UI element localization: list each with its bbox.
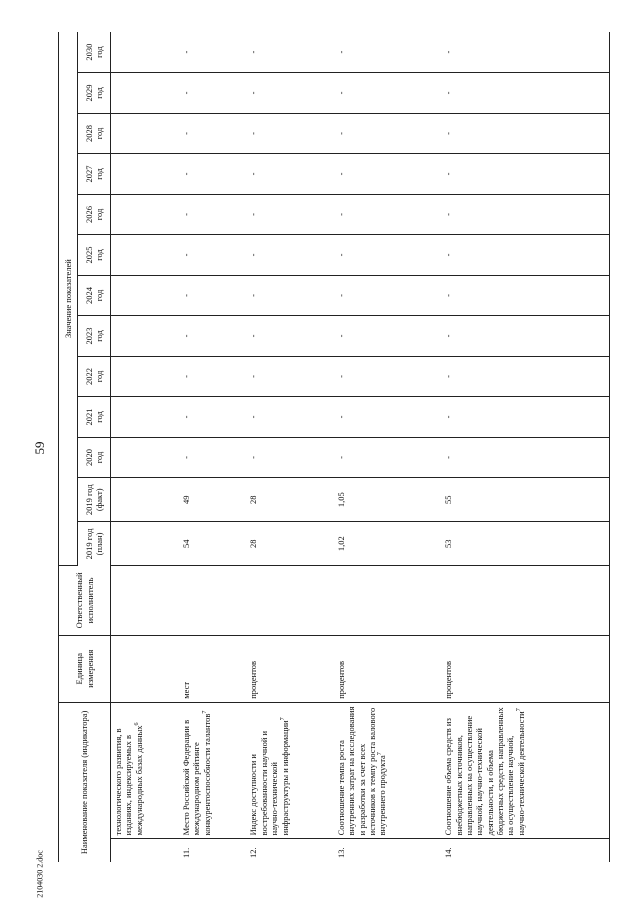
page-number: 59 (32, 441, 47, 455)
unit-cell: процентов (246, 635, 333, 702)
fact-2019-cell: 55 (441, 478, 609, 522)
year-value-cell: - (179, 235, 247, 276)
fact-2019-cell (111, 478, 179, 522)
year-value-cell: - (441, 437, 609, 478)
year-value-cell (111, 275, 179, 316)
fact-2019-cell: 28 (246, 478, 333, 522)
table-row (334, 32, 441, 862)
unit-cell: процентов (441, 635, 609, 702)
plan-2019-cell: 53 (441, 522, 609, 566)
year-value-cell: - (441, 356, 609, 397)
plan-2019-cell: 54 (179, 522, 247, 566)
year-value-cell: - (334, 275, 441, 316)
year-value-cell (111, 235, 179, 276)
year-value-cell: - (441, 113, 609, 154)
indicator-name (441, 702, 609, 839)
indicator-name (179, 702, 247, 839)
year-value-cell: - (246, 397, 333, 438)
responsible-cell (334, 566, 441, 635)
year-value-cell: - (334, 437, 441, 478)
header-year-2029: 2029 год (78, 73, 111, 114)
year-value-cell: - (179, 356, 247, 397)
year-value-cell: - (179, 154, 247, 195)
table-row (179, 32, 247, 862)
header-unit: Единица измерения (59, 635, 111, 702)
header-responsible: Ответственный исполнитель (59, 566, 111, 635)
row-number: 14. (441, 839, 609, 862)
year-value-cell: - (246, 73, 333, 114)
header-year-2028: 2028 год (78, 113, 111, 154)
year-value-cell: - (179, 397, 247, 438)
indicator-name (246, 702, 333, 839)
header-year-2021: 2021 год (78, 397, 111, 438)
year-value-cell (111, 437, 179, 478)
footnote-marker: 7 (279, 717, 286, 721)
header-year-2024: 2024 год (78, 275, 111, 316)
header-plan-2019: 2019 год (план) (78, 522, 111, 566)
year-value-cell: - (246, 154, 333, 195)
year-value-cell: - (179, 437, 247, 478)
year-value-cell: - (334, 316, 441, 357)
year-value-cell: - (441, 73, 609, 114)
unit-cell: процентов (334, 635, 441, 702)
year-value-cell: - (441, 316, 609, 357)
year-value-cell (111, 316, 179, 357)
header-year-2026: 2026 год (78, 194, 111, 235)
indicator-name (111, 702, 179, 839)
header-values-group: Значение показателей (59, 32, 78, 566)
row-number: 13. (335, 847, 346, 858)
year-value-cell: - (246, 113, 333, 154)
responsible-cell (441, 566, 609, 635)
year-value-cell (111, 73, 179, 114)
fact-2019-cell: 1,05 (334, 478, 441, 522)
indicator-name-text: Место Российской Федерации в международном рейтинге конкурентоспособности талантов (180, 713, 212, 836)
table-row (441, 32, 609, 862)
indicator-name-text: Соотношение объема средств из внебюджетных источников, направленных на осуществление научной, научно-технической деятельности, и объема бюджетных средств, направленных на осуществление научной, научно-технической деятельности (443, 707, 526, 836)
table-row (246, 32, 333, 862)
year-value-cell: - (441, 275, 609, 316)
year-value-cell: - (441, 235, 609, 276)
year-value-cell: - (179, 275, 247, 316)
year-value-cell: - (441, 397, 609, 438)
year-value-cell: - (334, 113, 441, 154)
year-value-cell: - (334, 235, 441, 276)
year-value-cell: - (334, 194, 441, 235)
footer-doc-code: 2104030 2.doc (35, 850, 45, 898)
responsible-cell (179, 566, 247, 635)
fact-2019-cell: 49 (179, 478, 247, 522)
year-value-cell: - (179, 316, 247, 357)
year-value-cell: - (246, 356, 333, 397)
header-year-2023: 2023 год (78, 316, 111, 357)
year-value-cell: - (246, 235, 333, 276)
unit-cell (111, 635, 179, 702)
year-value-cell (111, 356, 179, 397)
plan-2019-cell: 1,02 (334, 522, 441, 566)
table-row (111, 32, 179, 862)
header-year-2027: 2027 год (78, 154, 111, 195)
header-year-2020: 2020 год (78, 437, 111, 478)
indicators-table (58, 32, 610, 862)
indicator-name-text: Индекс доступности и востребованности научной и научно-технической инфраструктуры и информации (248, 720, 290, 836)
unit-cell: мест (179, 635, 247, 702)
table-body (111, 32, 610, 862)
year-value-cell: - (179, 113, 247, 154)
header-year-2030: 2030 год (78, 32, 111, 73)
header-year-2025: 2025 год (78, 235, 111, 276)
year-value-cell: - (246, 316, 333, 357)
year-value-cell (111, 113, 179, 154)
year-value-cell (111, 194, 179, 235)
year-value-cell: - (179, 194, 247, 235)
footnote-marker: 6 (133, 722, 140, 726)
responsible-cell (111, 566, 179, 635)
year-value-cell: - (441, 32, 609, 73)
year-value-cell (111, 154, 179, 195)
year-value-cell: - (334, 356, 441, 397)
plan-2019-cell: 28 (246, 522, 333, 566)
year-value-cell: - (246, 437, 333, 478)
rotated-table-container (58, 32, 610, 862)
indicator-name-text: технологического развития, в изданиях, индексируемых в международных базах данных (113, 725, 144, 836)
responsible-cell (246, 566, 333, 635)
year-value-cell: - (334, 154, 441, 195)
indicator-name (334, 702, 441, 839)
indicator-name-text: Соотношение темпа роста внутренних затрат на исследования и разработки за счет всех источников к темпу роста валового внутреннего продукта (335, 706, 388, 836)
year-value-cell: - (334, 397, 441, 438)
row-number (111, 839, 179, 862)
year-value-cell: - (334, 32, 441, 73)
year-value-cell: - (246, 32, 333, 73)
year-value-cell: - (441, 154, 609, 195)
header-indicator-name: Наименование показателя (индикатора) (59, 702, 111, 862)
year-value-cell (111, 32, 179, 73)
year-value-cell: - (179, 32, 247, 73)
row-number: 11. (180, 847, 191, 858)
year-value-cell (111, 397, 179, 438)
footnote-marker: 7 (201, 710, 208, 714)
row-number: 12. (248, 847, 259, 858)
year-value-cell: - (246, 275, 333, 316)
footnote-marker: 7 (377, 752, 384, 756)
header-fact-2019: 2019 год (факт) (78, 478, 111, 522)
year-value-cell: - (179, 73, 247, 114)
plan-2019-cell (111, 522, 179, 566)
year-value-cell: - (246, 194, 333, 235)
year-value-cell: - (441, 194, 609, 235)
year-value-cell: - (334, 73, 441, 114)
footnote-marker: 7 (515, 708, 522, 712)
header-year-2022: 2022 год (78, 356, 111, 397)
